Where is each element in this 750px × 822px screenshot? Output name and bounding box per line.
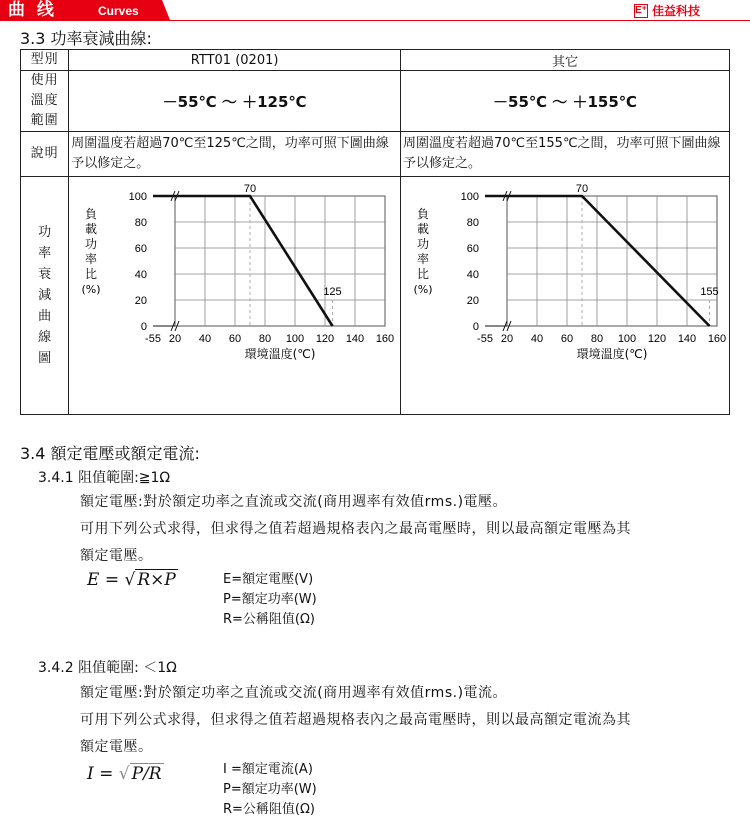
- row-curve-label-text: 功率衰減曲線圖: [38, 225, 53, 366]
- plot-frame: [175, 196, 385, 326]
- chart-a-cell: [69, 177, 401, 415]
- y-tick-label: 40: [135, 268, 148, 281]
- row-desc-label: 說明: [21, 132, 69, 177]
- derating-chart-a: [69, 178, 399, 414]
- formula-voltage: [87, 570, 178, 590]
- y-axis-label-char: 負: [416, 206, 430, 221]
- x-axis-label: 環境溫度(℃): [244, 346, 316, 361]
- formula-current: [87, 764, 164, 784]
- x-tick-label: 100: [617, 332, 637, 345]
- y-axis-label-char: 功: [85, 236, 98, 251]
- sub-341-line1: 額定電壓:對於額定功率之直流或交流(商用週率有效值rms.)電壓。: [80, 494, 508, 510]
- annotation-knee: 70: [244, 182, 257, 195]
- legend-r: R=公稱阻值(Ω): [223, 612, 316, 627]
- derating-curve: [153, 196, 333, 326]
- page-header: [0, 0, 750, 22]
- y-tick-label: 20: [466, 294, 479, 307]
- legend-e: E=額定電壓(V): [223, 572, 314, 587]
- x-tick-label: 40: [199, 332, 212, 345]
- y-axis-label-char: 率: [85, 251, 98, 266]
- logo-mark-icon: E⁺: [635, 4, 647, 16]
- x-tick-label: 80: [590, 332, 604, 345]
- x-tick-label: 60: [560, 332, 574, 345]
- x-tick-label: 60: [229, 332, 242, 345]
- derating-chart-b: [401, 178, 729, 414]
- y-axis-label-char: 比: [416, 266, 430, 281]
- formula-voltage-rhs: R×P: [137, 570, 176, 590]
- header-title: 曲 线: [8, 0, 57, 20]
- y-tick-label: 0: [472, 320, 479, 333]
- y-tick-label: 60: [135, 242, 148, 255]
- x-tick-label: 160: [707, 332, 727, 345]
- x-tick-label: -55: [145, 332, 162, 345]
- y-axis-label-char: 載: [416, 221, 430, 236]
- formula-current-legend: [223, 760, 317, 820]
- formula-voltage-legend: [223, 570, 317, 630]
- desc-b: 周圍溫度若超過70℃至155℃之間，功率可照下圖曲線予以修定之。: [401, 132, 730, 177]
- sqrt-icon: √: [118, 764, 130, 784]
- x-tick-label: 120: [647, 332, 667, 345]
- plot-frame: [507, 196, 717, 326]
- x-tick-label: 160: [376, 332, 395, 345]
- annotation-end: 125: [323, 285, 342, 298]
- section-33-heading: 3.3 功率衰減曲線:: [20, 29, 152, 48]
- col-a-header: RTT01 (0201): [69, 50, 401, 71]
- x-tick-label: 20: [169, 332, 182, 345]
- y-axis-label-char: 率: [416, 251, 430, 266]
- x-tick-label: 80: [259, 332, 272, 345]
- y-axis-label-char: 比: [85, 266, 98, 281]
- x-tick-label: 40: [530, 332, 544, 345]
- y-axis-label-char: 負: [85, 206, 98, 221]
- sub-341-line3: 額定電壓。: [80, 548, 153, 564]
- annotation-end: 155: [700, 285, 719, 298]
- sqrt-icon: √: [124, 570, 136, 590]
- brand-name: 佳益科技: [652, 4, 701, 18]
- y-axis-label-char: 載: [85, 221, 98, 236]
- y-tick-label: 80: [135, 216, 148, 229]
- x-tick-label: 100: [286, 332, 305, 345]
- sub-342-line1: 額定電壓:對於額定功率之直流或交流(商用週率有效值rms.)電流。: [80, 685, 508, 701]
- section-34-heading: 3.4 額定電壓或額定電流:: [20, 444, 200, 463]
- row-temp-label: [21, 71, 69, 132]
- y-tick-label: 80: [466, 216, 479, 229]
- sub-342-heading: 3.4.2 阻值範圍: ＜1Ω: [38, 660, 177, 676]
- sub-341-heading: 3.4.1 阻值範圍:≧1Ω: [38, 470, 171, 486]
- annotation-knee: 70: [575, 182, 589, 195]
- legend-r: R=公稱阻值(Ω): [223, 802, 316, 817]
- row-curve-label: [21, 177, 69, 415]
- x-tick-label: -55: [477, 332, 493, 345]
- legend-i: I =額定電流(A): [223, 762, 313, 777]
- formula-current-rhs: P/R: [131, 764, 162, 784]
- y-tick-label: 100: [460, 190, 479, 203]
- sub-342-line3: 額定電壓。: [80, 739, 153, 755]
- chart-b-cell: [401, 177, 730, 415]
- header-subtitle: Curves: [98, 4, 139, 18]
- x-axis-label: 環境溫度(℃): [576, 346, 648, 361]
- row-temp-label-text: 使用溫度範圍: [30, 73, 59, 128]
- col-b-header: 其它: [401, 50, 730, 71]
- x-tick-label: 120: [316, 332, 335, 345]
- col-type-label: 型別: [21, 50, 69, 71]
- formula-voltage-lhs: E =: [87, 570, 120, 590]
- desc-a: 周圍溫度若超過70℃至125℃之間，功率可照下圖曲線予以修定之。: [69, 132, 401, 177]
- header-rule: [0, 20, 750, 21]
- y-tick-label: 40: [466, 268, 479, 281]
- derating-table: [20, 49, 730, 415]
- y-tick-label: 20: [135, 294, 148, 307]
- y-tick-label: 60: [466, 242, 479, 255]
- x-tick-label: 20: [500, 332, 514, 345]
- temp-range-a: －55℃ ～ ＋125℃: [69, 71, 401, 132]
- y-axis-label-char: 功: [416, 236, 430, 251]
- temp-range-b: －55℃ ～ ＋155℃: [401, 71, 730, 132]
- y-axis-label-unit: (%): [81, 282, 101, 296]
- sub-341-line2: 可用下列公式求得，但求得之值若超過規格表內之最高電壓時，則以最高額定電壓為其: [80, 521, 631, 537]
- brand-logo: [634, 3, 700, 18]
- y-tick-label: 100: [128, 190, 148, 203]
- y-axis-label-unit: (%): [413, 282, 433, 296]
- legend-p: P=額定功率(W): [223, 592, 317, 607]
- formula-current-lhs: I =: [87, 764, 114, 784]
- x-tick-label: 140: [677, 332, 697, 345]
- x-tick-label: 140: [346, 332, 365, 345]
- legend-p: P=額定功率(W): [223, 782, 317, 797]
- sub-342-line2: 可用下列公式求得，但求得之值若超過規格表內之最高電壓時，則以最高額定電流為其: [80, 712, 631, 728]
- y-tick-label: 0: [141, 320, 148, 333]
